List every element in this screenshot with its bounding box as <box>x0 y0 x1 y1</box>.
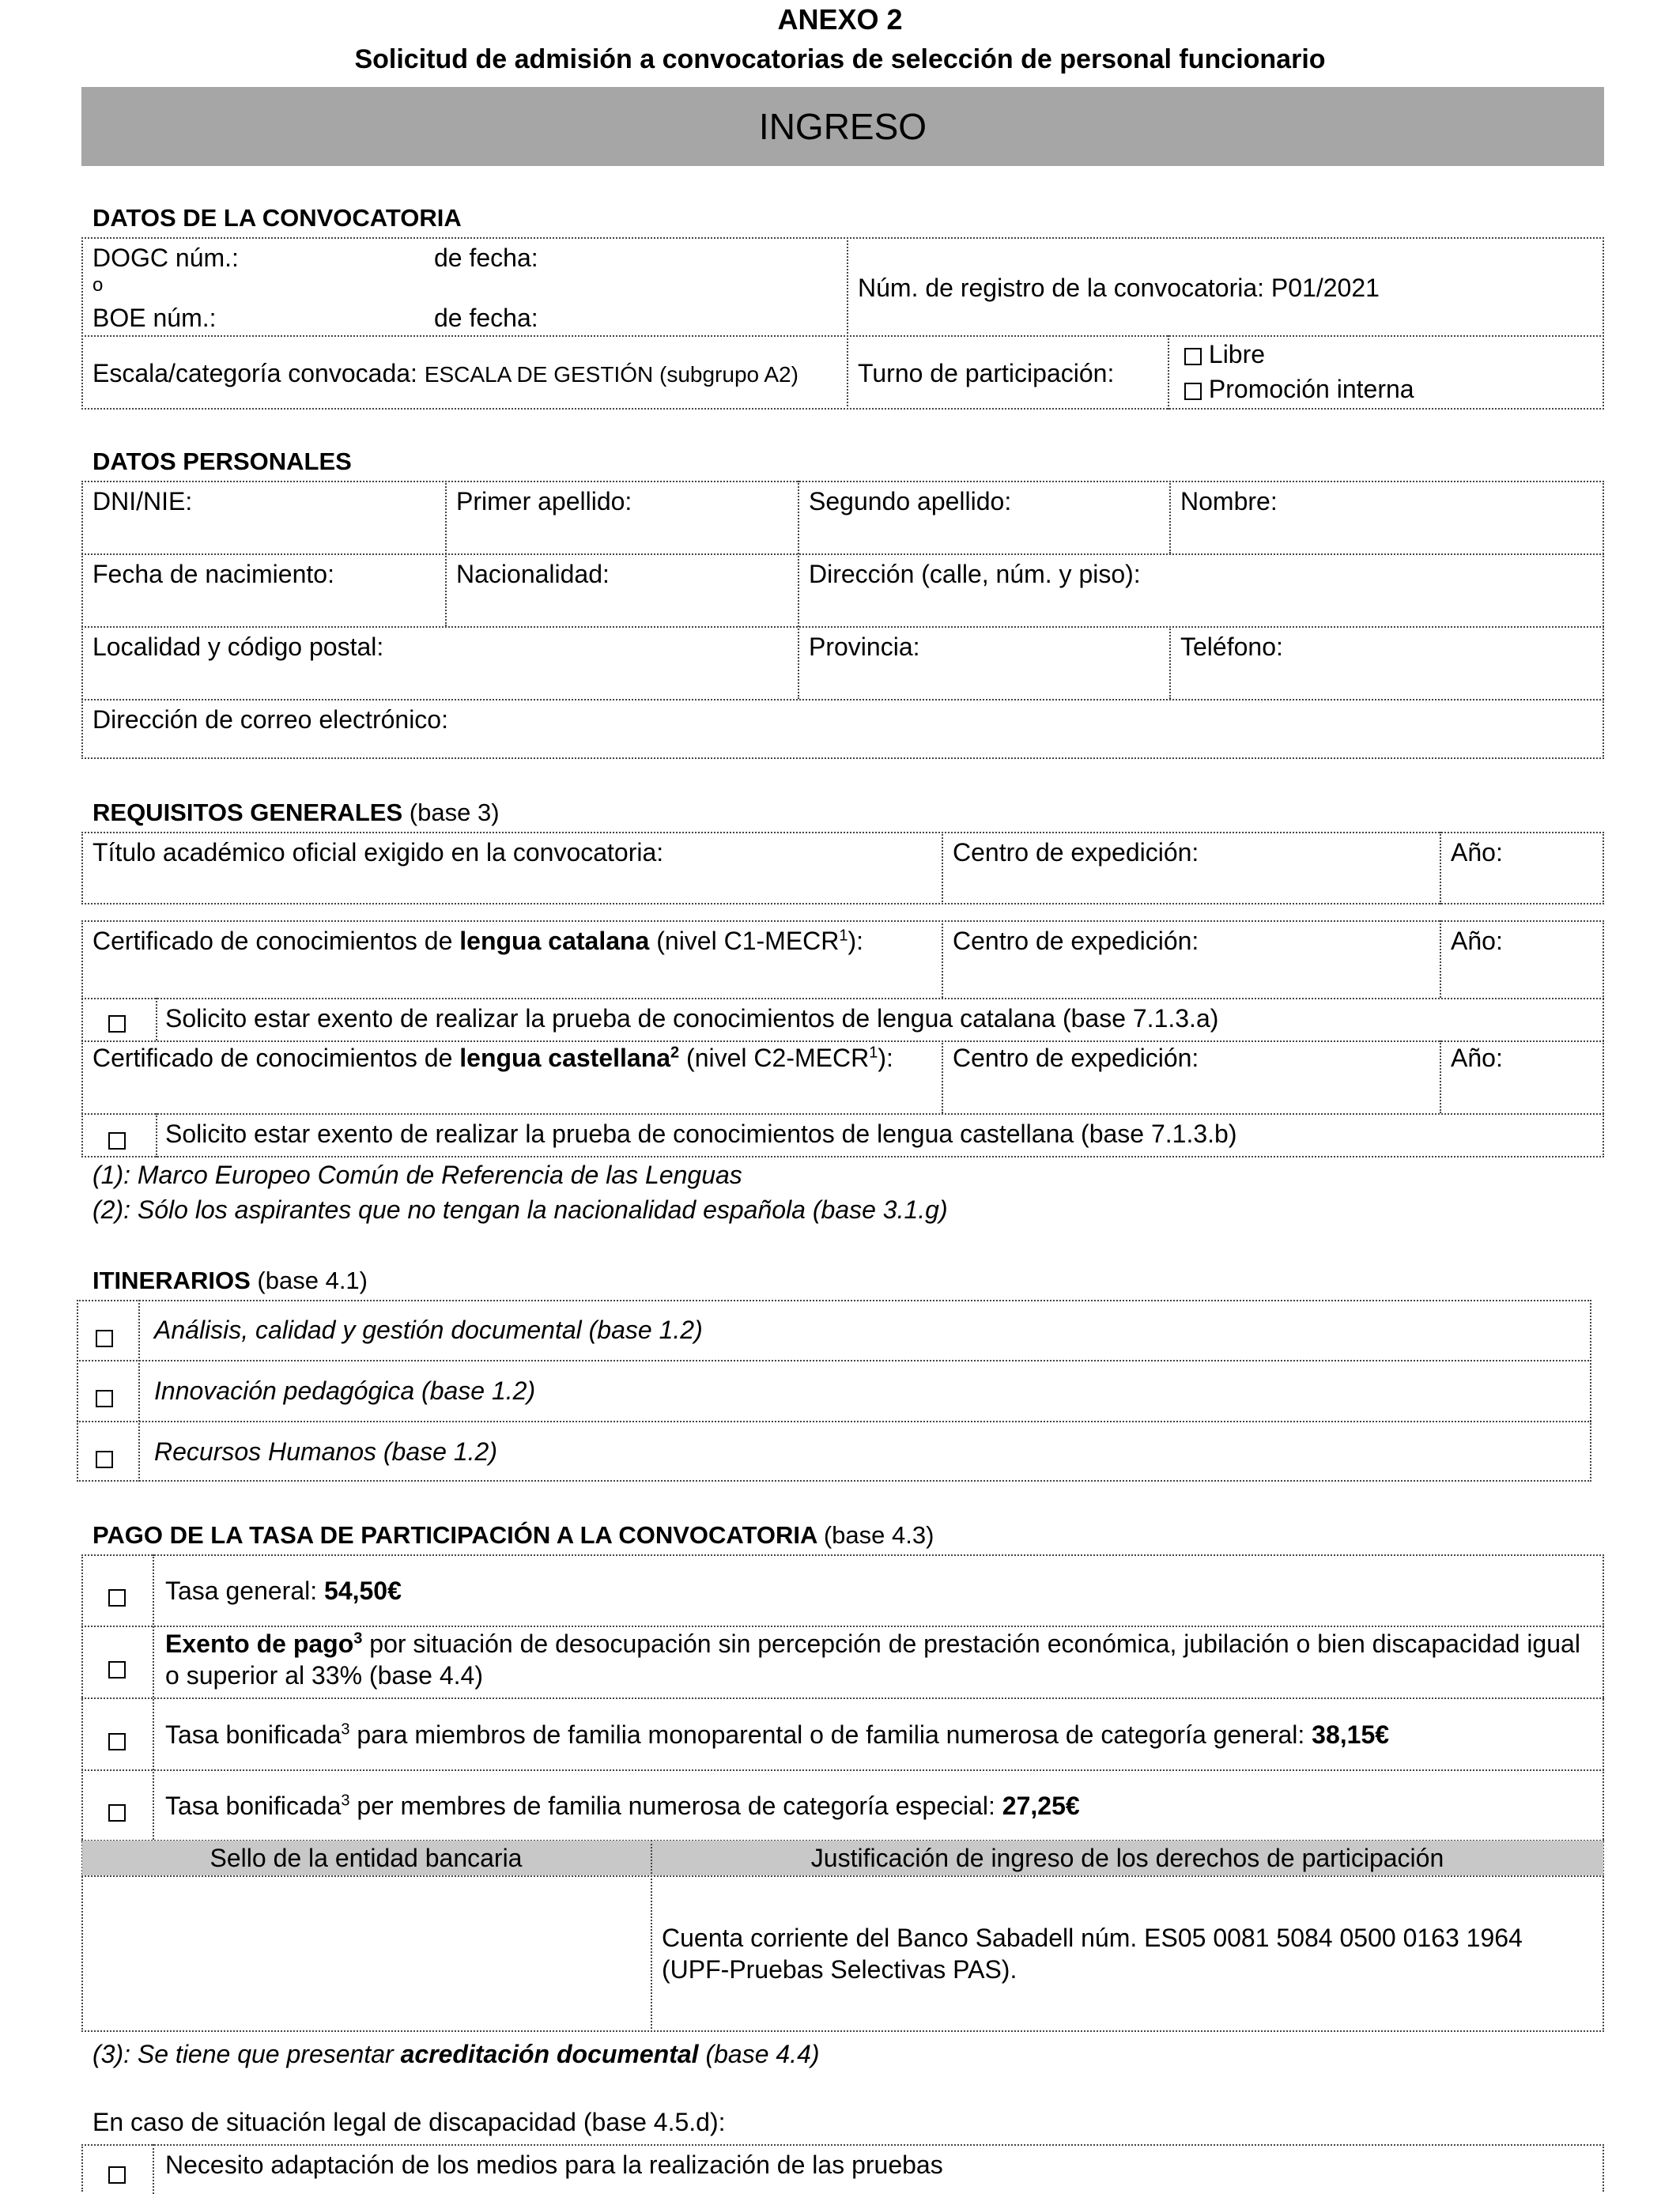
libre-option[interactable] <box>1184 338 1265 370</box>
boe-field[interactable]: BOE núm.: <box>92 304 217 332</box>
nombre-field[interactable]: Nombre: <box>1180 487 1278 515</box>
titulo-field[interactable]: Título académico oficial exigido en la convocatoria: <box>92 838 664 867</box>
tasa-general-amount: 54,50€ <box>324 1577 402 1605</box>
annex-title: ANEXO 2 <box>777 3 903 36</box>
itinerario-checkbox-2[interactable] <box>96 1380 113 1412</box>
castellano-cert-level: (nivel C2-MECR <box>679 1044 870 1072</box>
justificacion-header: Justificación de ingreso de los derechos de participación <box>810 1844 1444 1872</box>
catalan-anio-field[interactable]: Año: <box>1451 927 1503 955</box>
or-label: o <box>92 274 104 296</box>
checkbox-icon[interactable] <box>108 1733 126 1750</box>
dogc-field[interactable]: DOGC núm.: <box>92 244 239 272</box>
libre-label: Libre <box>1208 340 1266 368</box>
tasa-general-text: Tasa general: <box>165 1577 325 1605</box>
footnote-ref-3: 3 <box>353 1629 363 1648</box>
footnote-2: (2): Sólo los aspirantes que no tengan la nacionalidad española (base 3.1.g) <box>92 1195 948 1224</box>
catalan-exento-checkbox[interactable] <box>108 1006 126 1037</box>
catalan-exento-label: Solicito estar exento de realizar la prueba de conocimientos de lengua catalana (base 7.1.3.a) <box>165 1004 1219 1033</box>
itinerario-checkbox-3[interactable] <box>96 1441 113 1473</box>
sello-header: Sello de la entidad bancaria <box>210 1844 523 1872</box>
castellano-anio-field[interactable]: Año: <box>1451 1044 1503 1072</box>
adaptacion-checkbox[interactable] <box>108 2157 126 2188</box>
cuenta-bancaria: Cuenta corriente del Banco Sabadell núm. ES05 0081 5084 0500 0163 1964 (UPF-Pruebas Selectivas PAS). <box>662 1924 1523 1984</box>
checkbox-icon[interactable] <box>108 1804 126 1822</box>
itinerario-item: Análisis, calidad y gestión documental (base 1.2) <box>154 1316 703 1344</box>
castellano-centro-field[interactable]: Centro de expedición: <box>953 1044 1199 1072</box>
pago-title: PAGO DE LA TASA DE PARTICIPACIÓN A LA CONVOCATORIA <box>92 1521 817 1549</box>
itinerarios-title: ITINERARIOS <box>92 1267 251 1294</box>
footnote-ref-3: 3 <box>341 1720 350 1739</box>
tasa-general-checkbox[interactable] <box>108 1580 126 1611</box>
itinerario-item: Innovación pedagógica (base 1.2) <box>154 1376 536 1405</box>
bon2-prefix: Tasa bonificada <box>165 1792 342 1820</box>
bon2-amount: 27,25€ <box>1002 1792 1080 1820</box>
catalan-cert-prefix: Certificado de conocimientos de <box>92 927 460 955</box>
bon1-amount: 38,15€ <box>1312 1720 1390 1749</box>
itinerarios-base: (base 4.1) <box>257 1267 368 1294</box>
footnote-3-suffix: (base 4.4) <box>698 2040 820 2068</box>
checkbox-icon[interactable] <box>108 1015 126 1033</box>
castellano-cert-bold: lengua castellana <box>459 1044 671 1072</box>
apellido2-field[interactable]: Segundo apellido: <box>809 487 1012 515</box>
titulo-centro-field[interactable]: Centro de expedición: <box>953 838 1199 867</box>
footnote-ref-1: 1 <box>839 927 848 945</box>
checkbox-icon[interactable] <box>1184 383 1202 400</box>
dogc-date-field[interactable]: de fecha: <box>434 244 538 272</box>
sello-area[interactable] <box>83 1877 649 2030</box>
footnote-3-prefix: (3): Se tiene que presentar <box>92 2040 401 2068</box>
checkbox-icon[interactable] <box>108 1589 126 1607</box>
castellano-exento-checkbox[interactable] <box>108 1123 126 1154</box>
requisitos-title: REQUISITOS GENERALES <box>92 799 403 826</box>
exento-pago-text: por situación de desocupación sin percepción de prestación económica, jubilación o bien discapacidad igual o superior al 33% (base 4.4) <box>165 1629 1580 1690</box>
tasa-bonificada-1-label <box>165 1719 1389 1750</box>
escala-value: ESCALA DE GESTIÓN (subgrupo A2) <box>424 362 798 387</box>
section-itinerarios <box>92 1267 368 1295</box>
email-field[interactable]: Dirección de correo electrónico: <box>92 705 448 734</box>
catalan-centro-field[interactable]: Centro de expedición: <box>953 927 1199 955</box>
escala-field <box>92 357 798 389</box>
nacionalidad-field[interactable]: Nacionalidad: <box>456 560 610 588</box>
tasa-bonificada-2-checkbox[interactable] <box>108 1795 126 1826</box>
escala-label: Escala/categoría convocada: <box>92 359 417 387</box>
provincia-field[interactable]: Provincia: <box>809 633 920 661</box>
banner-label: INGRESO <box>758 106 927 147</box>
section-convocatoria: DATOS DE LA CONVOCATORIA <box>92 204 462 232</box>
direccion-field[interactable]: Dirección (calle, núm. y piso): <box>809 560 1141 588</box>
footnote-ref-1: 1 <box>869 1044 878 1062</box>
exento-pago-bold: Exento de pago <box>165 1629 354 1658</box>
checkbox-icon[interactable] <box>108 1661 126 1679</box>
exento-pago-checkbox[interactable] <box>108 1652 126 1683</box>
catalan-cert-field[interactable] <box>92 925 863 957</box>
checkbox-icon[interactable] <box>96 1390 113 1407</box>
catalan-cert-end: ): <box>848 927 864 955</box>
registro-label: Núm. de registro de la convocatoria: P01/2021 <box>858 274 1380 302</box>
footnote-3 <box>92 2038 820 2070</box>
tasa-bonificada-2-label <box>165 1790 1080 1822</box>
footnote-3-bold: acreditación documental <box>400 2040 699 2068</box>
castellano-cert-prefix: Certificado de conocimientos de <box>92 1044 460 1072</box>
form-subtitle: Solicitud de admisión a convocatorias de selección de personal funcionario <box>354 44 1326 74</box>
section-personales: DATOS PERSONALES <box>92 447 352 475</box>
checkbox-icon[interactable] <box>108 2166 126 2184</box>
boe-date-field[interactable]: de fecha: <box>434 304 538 332</box>
checkbox-icon[interactable] <box>1184 348 1202 365</box>
tasa-bonificada-1-checkbox[interactable] <box>108 1724 126 1755</box>
checkbox-icon[interactable] <box>96 1451 113 1468</box>
turno-label: Turno de participación: <box>858 359 1115 387</box>
adaptacion-label: Necesito adaptación de los medios para la realización de las pruebas <box>165 2151 943 2179</box>
requisitos-base: (base 3) <box>409 799 500 826</box>
catalan-cert-level: (nivel C1-MECR <box>649 927 840 955</box>
castellano-exento-label: Solicito estar exento de realizar la prueba de conocimientos de lengua castellana (base 7.1.3.b) <box>165 1120 1237 1148</box>
localidad-field[interactable]: Localidad y código postal: <box>92 633 384 661</box>
discapacidad-intro: En caso de situación legal de discapacidad (base 4.5.d): <box>92 2108 726 2136</box>
itinerario-item: Recursos Humanos (base 1.2) <box>154 1437 497 1466</box>
itinerario-checkbox-1[interactable] <box>96 1320 113 1352</box>
nacimiento-field[interactable]: Fecha de nacimiento: <box>92 560 334 588</box>
section-requisitos <box>92 799 500 827</box>
catalan-cert-bold: lengua catalana <box>459 927 650 955</box>
footnote-1: (1): Marco Europeo Común de Referencia de las Lenguas <box>92 1161 742 1189</box>
bon2-text: per membres de familia numerosa de categoría especial: <box>349 1792 1002 1820</box>
footnote-ref-2: 2 <box>670 1044 680 1062</box>
promocion-option[interactable] <box>1184 373 1414 405</box>
footnote-ref-3: 3 <box>341 1792 350 1810</box>
dni-field[interactable]: DNI/NIE: <box>92 487 193 515</box>
apellido1-field[interactable]: Primer apellido: <box>456 487 632 515</box>
castellano-cert-end: ): <box>878 1044 893 1072</box>
bon1-text: para miembros de familia monoparental o de familia numerosa de categoría general: <box>349 1720 1312 1749</box>
castellano-cert-field[interactable] <box>92 1042 893 1074</box>
telefono-field[interactable]: Teléfono: <box>1180 633 1283 661</box>
section-pago <box>92 1521 934 1550</box>
titulo-anio-field[interactable]: Año: <box>1451 838 1503 867</box>
pago-base: (base 4.3) <box>823 1521 934 1549</box>
tasa-general-label <box>165 1575 402 1607</box>
bon1-prefix: Tasa bonificada <box>165 1720 342 1749</box>
exento-pago-label <box>165 1628 1596 1691</box>
promocion-label: Promoción interna <box>1208 375 1414 403</box>
ingreso-banner <box>81 87 1604 166</box>
checkbox-icon[interactable] <box>96 1330 113 1347</box>
checkbox-icon[interactable] <box>108 1132 126 1150</box>
